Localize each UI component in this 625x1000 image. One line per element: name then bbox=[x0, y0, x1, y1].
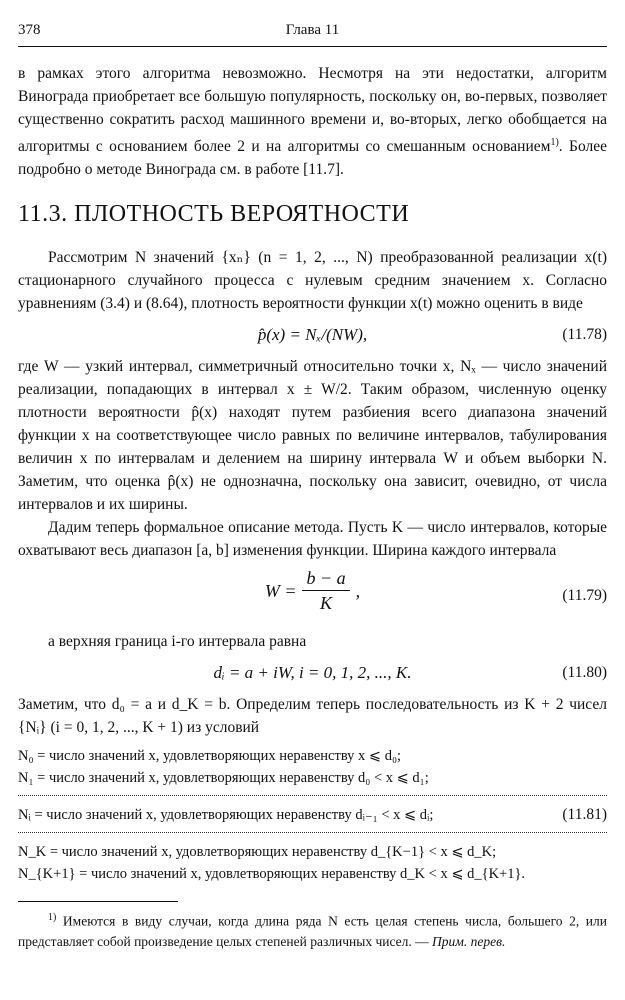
condition-row: N₁ = число значений x, удовлетворяющих неравенству d₀ < x ⩽ d₁; bbox=[18, 770, 429, 787]
equation-number: (11.79) bbox=[562, 587, 607, 605]
footnote-reference[interactable]: 1) bbox=[550, 137, 559, 148]
footnote-attribution: Прим. перев. bbox=[431, 933, 506, 949]
equation-number: (11.81) bbox=[562, 806, 607, 824]
section-title: 11.3. ПЛОТНОСТЬ ВЕРОЯТНОСТИ bbox=[18, 201, 410, 228]
equation-lhs: W = bbox=[264, 580, 297, 601]
footnote bbox=[18, 908, 607, 952]
intro-tail: . Более подробно о методе Винограда см. в работе [11.7]. bbox=[18, 138, 607, 179]
equation-number: (11.78) bbox=[562, 326, 607, 344]
dotted-separator bbox=[18, 789, 607, 796]
equation-number: (11.80) bbox=[562, 664, 607, 682]
equation-tail: , bbox=[355, 580, 361, 601]
intro-text: в рамках этого алгоритма невозможно. Несмотря на эти недостатки, алгоритм Винограда приобретает все большую популярность, поскольку он, во-первых, позволяет существенно сократить расход машинного времени и, во-вторых, легко обобщается на алгоритмы с основанием более 2 и на алгоритмы со смешанным основанием bbox=[18, 65, 607, 156]
fraction-numerator: b − a bbox=[302, 566, 349, 591]
intro-paragraph bbox=[18, 62, 607, 181]
equation-formula: p̂(x) = Nₓ/(NW), bbox=[257, 325, 368, 345]
chapter-title: Глава 11 bbox=[285, 22, 340, 38]
page-content bbox=[18, 62, 607, 952]
condition-text: Nᵢ = число значений x, удовлетворяющих неравенству dᵢ₋₁ < x ⩽ dᵢ; bbox=[18, 807, 434, 824]
equation-11-78 bbox=[18, 319, 607, 351]
conditions-block bbox=[18, 745, 607, 885]
footnote-mark: 1) bbox=[48, 912, 57, 924]
footnote-text: Имеются в виду случаи, когда длина ряда N есть целая степень числа, большего 2, или представляет собой произведение целых степеней различных чисел. — bbox=[18, 913, 607, 949]
dotted-separator bbox=[18, 826, 607, 833]
equation-11-80 bbox=[18, 657, 607, 689]
paragraph-1: Рассмотрим N значений {xₙ} (n = 1, 2, ..., N) преобразованной реализации x(t) стационарного случайного процесса с нулевым средним значением x. Согласно уравнениям (3.4) и (8.64), плотность вероятности функции x(t) можно оценить в виде bbox=[18, 249, 607, 313]
condition-row: N₀ = число значений x, удовлетворяющих неравенству x ⩽ d₀; bbox=[18, 748, 402, 765]
paragraph-2: где W — узкий интервал, симметричный относительно точки x, Nₓ — число значений реализации, попадающих в интервал x ± W/2. Таким образом, численную оценку плотности вероятности p̂(x) находят путем разбиения всего диапазона значений функции x на соответствующее число равных по величине интервалов, табулирования величин x по интервалам и делением на ширину интервала W и объем выборки N. Заметим, что оценка p̂(x) не однозначна, поскольку она зависит, очевидно, от числа интервалов и их ширины. bbox=[18, 358, 607, 514]
page-number: 378 bbox=[18, 22, 41, 38]
footnote-divider bbox=[18, 901, 178, 902]
equation-11-79 bbox=[18, 566, 607, 626]
condition-row bbox=[18, 804, 607, 826]
page-header bbox=[18, 22, 607, 47]
paragraph-5: Заметим, что d₀ = a и d_K = b. Определим теперь последовательность из K + 2 чисел {Nᵢ} (i = 0, 1, 2, ..., K + 1) из условий bbox=[18, 696, 607, 737]
equation-formula: dᵢ = a + iW, i = 0, 1, 2, ..., K. bbox=[213, 663, 412, 683]
fraction-formula bbox=[265, 566, 360, 615]
paragraph-3: Дадим теперь формальное описание метода. Пусть K — число интервалов, которые охватывают весь диапазон [a, b] изменения функции. Ширина каждого интервала bbox=[18, 519, 607, 560]
condition-row: N_K = число значений x, удовлетворяющих неравенству d_{K−1} < x ⩽ d_K; bbox=[18, 844, 497, 861]
condition-row: N_{K+1} = число значений x, удовлетворяющих неравенству d_K < x ⩽ d_{K+1}. bbox=[18, 866, 526, 883]
paragraph-4: а верхняя граница i-го интервала равна bbox=[48, 633, 307, 651]
fraction-denominator: K bbox=[320, 593, 333, 614]
